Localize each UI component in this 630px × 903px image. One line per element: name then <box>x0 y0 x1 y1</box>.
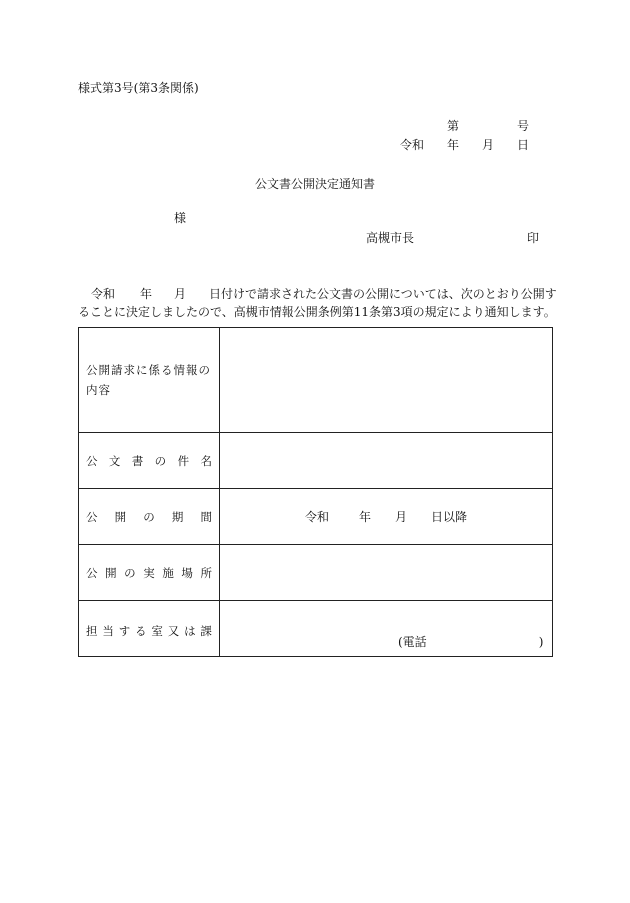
body-year: 年 <box>140 287 153 301</box>
table-row <box>79 489 553 545</box>
issuer-name: 高槻市長 <box>366 231 415 245</box>
table-row <box>79 545 553 601</box>
body-era: 令和 <box>91 287 116 301</box>
body-month: 月 <box>174 287 187 301</box>
row-label <box>79 328 220 433</box>
table-row <box>79 601 553 657</box>
label-responsible-section: 担 当 す る 室 又 は 課 <box>86 624 212 638</box>
date-year: 年 <box>447 138 460 152</box>
label-info-content: 公開請求に係る情報の内容 <box>86 363 211 397</box>
row-value-disclosure-place <box>220 545 553 601</box>
date-month: 月 <box>482 138 495 152</box>
disclosure-date-value: 令和 年 月 日以降 <box>304 509 468 524</box>
row-label <box>79 433 220 489</box>
row-value-info-content <box>220 328 553 433</box>
row-label <box>79 545 220 601</box>
date-era: 令和 <box>400 138 425 152</box>
form-number: 様式第3号(第3条関係) <box>78 81 199 95</box>
body-line2: ることに決定しましたので、高槻市情報公開条例第11条第3項の規定により通知します。 <box>78 305 556 319</box>
phone-field: (電話 ) <box>398 635 544 649</box>
table-row <box>79 328 553 433</box>
row-label <box>79 489 220 545</box>
row-value-disclosure-date <box>220 489 553 545</box>
label-disclosure-place: 公 開 の 実 施 場 所 <box>86 565 212 580</box>
issuer-seal: 印 <box>527 231 540 245</box>
row-label <box>79 601 220 657</box>
recipient-suffix: 様 <box>174 211 187 225</box>
table-row <box>79 433 553 489</box>
row-value-document-name <box>220 433 553 489</box>
date-day: 日 <box>517 138 530 152</box>
body-line1-rest: 日付けで請求された公文書の公開については、次のとおり公開す <box>209 287 557 301</box>
document-title: 公文書公開決定通知書 <box>254 177 375 191</box>
label-disclosure-date: 公 開 の 期 間 <box>86 509 212 524</box>
number-go: 号 <box>517 119 530 133</box>
row-value-responsible-section <box>220 601 553 657</box>
notice-table <box>78 327 553 657</box>
number-dai: 第 <box>447 119 460 133</box>
label-document-name: 公 文 書 の 件 名 <box>86 453 212 468</box>
